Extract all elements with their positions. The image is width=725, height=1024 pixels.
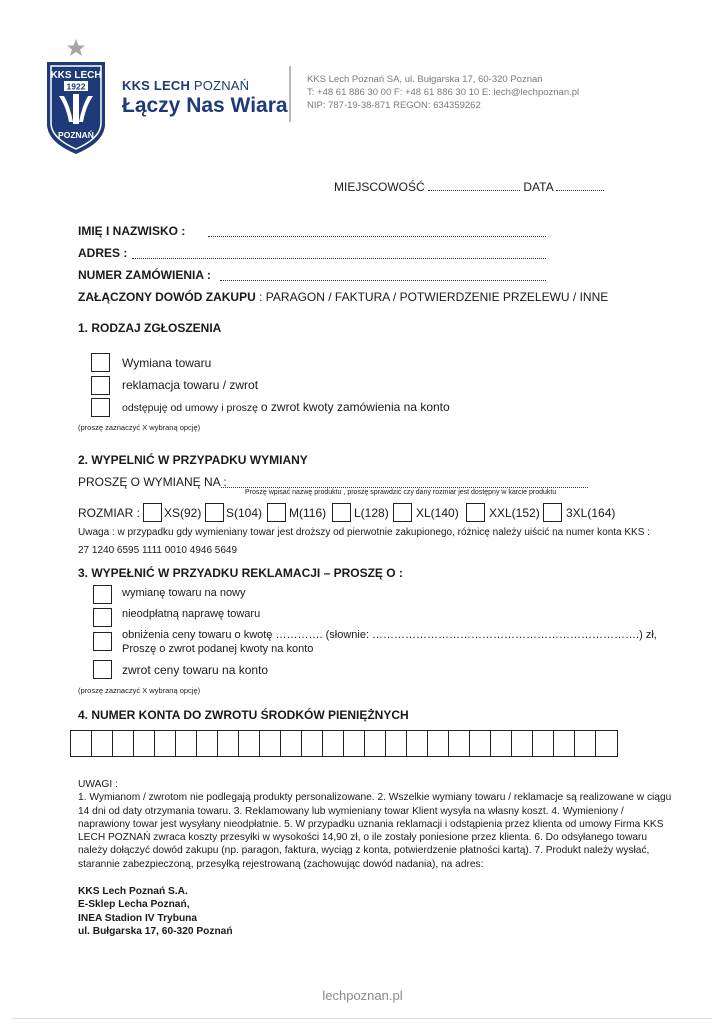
brand-name [122,78,288,93]
notes-heading: UWAGI : [78,779,118,790]
checkbox-free-repair[interactable] [93,608,112,627]
place-date-row [334,180,604,194]
exchange-note: Uwaga : w przypadku gdy wymieniany towar jest droższy od pierwotnie zakupionego, różnicę należy uiścić na numer konta KKS : [78,527,650,538]
contact-address: KKS Lech Poznań SA, ul. Bułgarska 17, 60-320 Poznań [307,74,543,85]
return-address-line: INEA Stadion IV Trybuna [78,912,198,924]
checkbox-size-xl[interactable] [393,503,412,522]
account-digit-box[interactable] [155,731,176,756]
account-digit-box[interactable] [281,731,302,756]
option-exchange: Wymiana towaru [122,356,212,370]
logo-year: 1922 [66,81,86,92]
size-label: ROZMIAR : [78,506,140,520]
lech-logo [44,38,110,158]
section4-title: 4. NUMER KONTA DO ZWROTU ŚRODKÓW PIENIĘŻNYCH [78,708,409,722]
option-price-reduction: obniżenia ceny towaru o kwotę …………. (słownie: ……………………………………………………………….) zł, [122,629,657,641]
return-address-line: KKS Lech Poznań S.A. [78,886,188,898]
notes-block [78,778,678,938]
account-digit-box[interactable] [428,731,449,756]
proof-label: ZAŁĄCZONY DOWÓD ZAKUPU [78,290,256,304]
checkbox-price-reduction[interactable] [93,632,112,651]
account-digit-box[interactable] [323,731,344,756]
brand-block [122,78,288,118]
exchange-request-hint: Proszę wpisać nazwę produktu , proszę sprawdzić czy dany rozmiar jest dostępny w karcie produktu [245,489,557,496]
account-digit-box[interactable] [365,731,386,756]
contact-phones: T: +48 61 886 30 00 F: +48 61 886 30 10 E: lech@lechpoznan.pl [307,87,580,98]
return-address [78,885,678,938]
footer-divider [12,1018,712,1019]
option-price-reduction-refund: Proszę o zwrot podanej kwoty na konto [122,643,314,655]
place-field[interactable] [428,181,520,191]
account-digit-box[interactable] [533,731,554,756]
size-xl: XL(140) [416,506,459,520]
address-label: ADRES : [78,246,128,260]
account-digit-box[interactable] [239,731,260,756]
account-digit-box[interactable] [344,731,365,756]
logo-city: POZNAŃ [58,130,94,140]
account-digit-box[interactable] [512,731,533,756]
account-digit-box[interactable] [596,731,617,756]
section2-title: 2. WYPELNIĆ W PRZYPADKU WYMIANY [78,453,308,467]
size-m: M(116) [289,506,327,520]
star-icon [67,39,85,56]
checkbox-size-xxl[interactable] [466,503,485,522]
footer-website[interactable]: lechpoznan.pl [322,988,403,1003]
account-digit-box[interactable] [260,731,281,756]
account-digit-box[interactable] [491,731,512,756]
account-digit-box[interactable] [92,731,113,756]
address-field[interactable] [132,249,546,259]
checkbox-size-3xl[interactable] [543,503,562,522]
account-digit-box[interactable] [176,731,197,756]
size-3xl: 3XL(164) [566,506,616,520]
account-digit-box[interactable] [218,731,239,756]
section1-hint: (proszę zaznaczyć X wybraną opcję) [78,423,201,432]
date-label: DATA [523,180,553,194]
account-digit-box[interactable] [554,731,575,756]
account-digit-box[interactable] [134,731,155,756]
name-label: IMIĘ I NAZWISKO : [78,224,186,238]
account-digit-box[interactable] [197,731,218,756]
header-divider [289,66,291,122]
section3-hint: (proszę zaznaczyć X wybraną opcję) [78,686,201,695]
checkbox-complaint[interactable] [91,376,110,395]
section1-title: 1. RODZAJ ZGŁOSZENIA [78,321,222,335]
option-new-item: wymianę towaru na nowy [122,587,246,599]
order-number-field[interactable] [220,271,546,281]
exchange-request-label: PROSZĘ O WYMIANĘ NA : [78,475,227,489]
account-digit-box[interactable] [302,731,323,756]
notes-body: 1. Wymianom / zwrotom nie podlegają produkty personalizowane. 2. Wszelkie wymiany towaru / reklamacje są realizowane w ciągu 14 dni od daty otrzymania towaru. 3. Reklamowany lub wymieniany towar Klient wysyła na własny koszt. 4. Wymieniony / naprawiony towar jest wysyłany nieodpłatnie. 5. W przypadku uznania reklamacji i odstąpienia przez klienta od umowy Firma KKS LECH POZNAŃ zwraca koszty przesyłki w wysokości 14,90 zł, o ile zostały poniesione przez klienta. 6. Do odsyłanego towaru należy dołączyć dowód zakupu (np. paragon, faktura, wyciąg z konta, potwierdzenie płatności kartą). 7. Produkt należy wysłać, starannie zabezpieczoną, przesyłką rejestrowaną (zachowując dowód nadania), na adres: [78,792,672,870]
option-price-refund: zwrot ceny towaru na konto [122,663,269,677]
contact-block [307,73,579,112]
sword-icon [73,94,79,124]
option-complaint: reklamacja towaru / zwrot [122,378,259,392]
checkbox-size-m[interactable] [267,503,286,522]
account-digit-box[interactable] [470,731,491,756]
checkbox-size-xs[interactable] [143,503,162,522]
account-digit-box[interactable] [407,731,428,756]
checkbox-size-s[interactable] [205,503,224,522]
return-address-line: ul. Bułgarska 17, 60-320 Poznań [78,925,233,937]
size-xs: XS(92) [164,506,202,520]
refund-account-boxes[interactable] [70,730,618,757]
section3-title: 3. WYPEŁNIĆ W PRZYADKU REKLAMACJI – PROSZĘ O : [78,566,403,580]
proof-row [78,290,608,304]
return-address-line: E-Sklep Lecha Poznań, [78,899,190,911]
account-digit-box[interactable] [113,731,134,756]
option-withdrawal-b: o zwrot kwoty zamówienia na konto [260,400,450,414]
exchange-request-field[interactable] [221,478,588,488]
account-digit-box[interactable] [71,731,92,756]
checkbox-exchange[interactable] [91,353,110,372]
brand-bold: KKS LECH [122,78,191,93]
proof-options: : PARAGON / FAKTURA / POTWIERDZENIE PRZELEWU / INNE [255,290,609,304]
option-withdrawal-a: odstępuję od umowy i proszę [122,402,261,414]
option-withdrawal [122,400,450,414]
brand-light: POZNAŃ [190,78,250,93]
account-digit-box[interactable] [575,731,596,756]
place-label: MIEJSCOWOŚĆ [334,180,425,194]
logo-text: KKS LECH [50,70,102,81]
checkbox-new-item[interactable] [93,585,112,604]
name-field[interactable] [208,227,546,237]
account-digit-box[interactable] [386,731,407,756]
option-free-repair: nieodpłatną naprawę towaru [122,608,261,620]
size-s: S(104) [226,506,263,520]
brand-slogan: Łączy Nas Wiara [122,94,288,117]
checkbox-withdrawal[interactable] [91,398,110,417]
checkbox-price-refund[interactable] [93,660,112,679]
size-xxl: XXL(152) [489,506,540,520]
checkbox-size-l[interactable] [332,503,351,522]
order-number-label: NUMER ZAMÓWIENIA : [78,268,211,282]
size-l: L(128) [354,506,389,520]
kks-account-number: 27 1240 6595 1111 0010 4946 5649 [78,545,238,556]
account-digit-box[interactable] [449,731,470,756]
contact-tax-ids: NIP: 787-19-38-871 REGON: 634359262 [307,100,481,111]
date-field[interactable] [556,181,604,191]
